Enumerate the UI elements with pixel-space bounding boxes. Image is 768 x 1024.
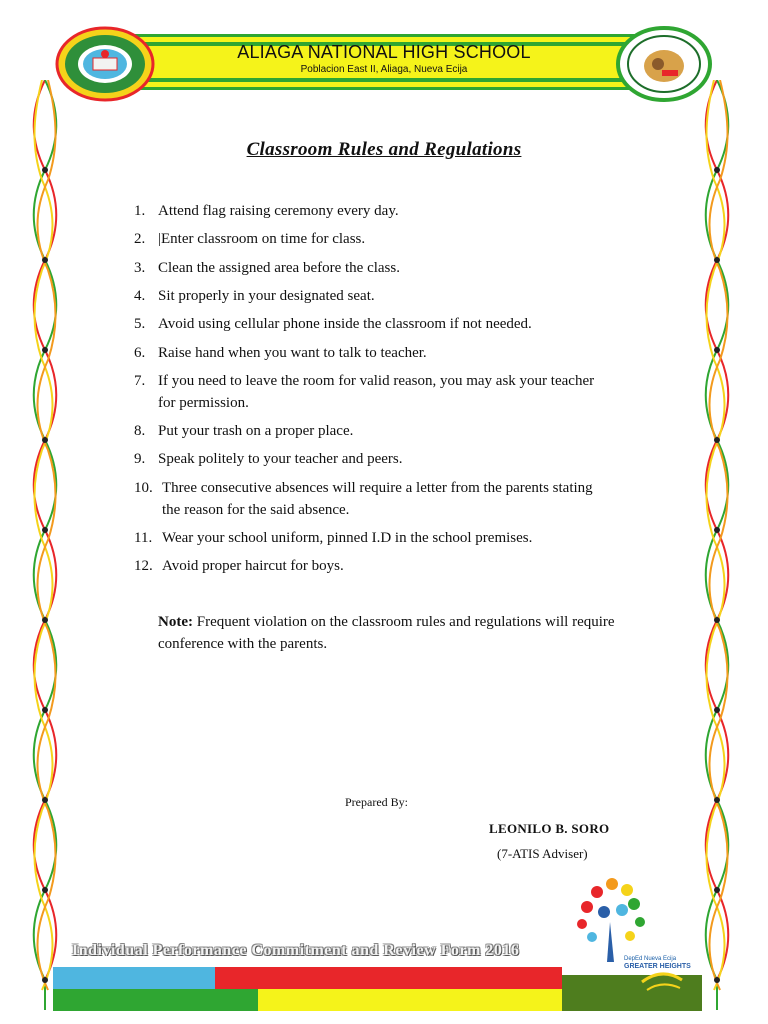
- signer-role: (7-ATIS Adviser): [497, 846, 588, 861]
- rule-text: Put your trash on a proper place.: [158, 423, 354, 439]
- note-text: Frequent violation on the classroom rules and regulations will require conference with the parents.: [158, 614, 615, 652]
- school-address: Poblacion East II, Aliaga, Nueva Ecija: [300, 64, 468, 75]
- footer-stripe-cyan: [53, 967, 215, 989]
- left-decorative-border: [30, 80, 60, 1010]
- rule-text-continued: the reason for the said absence.: [162, 502, 350, 518]
- rule-number: 1.: [134, 203, 146, 219]
- note: [158, 611, 658, 655]
- deped-tagline: [624, 956, 691, 971]
- rule-text: Wear your school uniform, pinned I.D in the school premises.: [162, 530, 533, 546]
- rule-text: Speak politely to your teacher and peers.: [158, 451, 403, 467]
- deped-tagline-line1: DepEd Nueva Ecija: [624, 956, 677, 962]
- rule-text-wrap: [162, 477, 678, 521]
- footer-stripe-green: [53, 989, 258, 1011]
- deped-tree-logo-icon: [562, 862, 712, 1012]
- rule-number: 5.: [134, 316, 146, 332]
- rule-text: Avoid proper haircut for boys.: [162, 558, 344, 574]
- rule-number: 2.: [134, 231, 146, 247]
- footer-form-title: Individual Performance Commitment and Review Form 2016: [72, 942, 520, 959]
- rule-number: 3.: [134, 260, 146, 276]
- note-label: Note:: [158, 614, 193, 630]
- signer-name: LEONILO B. SORO: [489, 821, 610, 836]
- rule-text: Sit properly in your designated seat.: [158, 288, 375, 304]
- school-name: ALIAGA NATIONAL HIGH SCHOOL: [237, 42, 531, 62]
- rule-text: Three consecutive absences will require a letter from the parents stating: [162, 480, 593, 496]
- rule-text: If you need to leave the room for valid reason, you may ask your teacher: [158, 373, 595, 389]
- rule-number: 8.: [134, 423, 146, 439]
- footer-stripe-yellow: [258, 989, 562, 1011]
- rule-number: 11.: [134, 530, 153, 546]
- rule-text: Clean the assigned area before the class.: [158, 260, 400, 276]
- rule-number: 10.: [134, 480, 153, 496]
- rule-number: 9.: [134, 451, 146, 467]
- prepared-by-label: Prepared By:: [345, 795, 408, 809]
- rule-number: 7.: [134, 373, 146, 389]
- rule-text: Raise hand when you want to talk to teacher.: [158, 345, 427, 361]
- rule-number: 6.: [134, 345, 146, 361]
- rule-text-wrap: [158, 370, 674, 414]
- rule-text: Attend flag raising ceremony every day.: [158, 203, 399, 219]
- rule-number: 12.: [134, 558, 153, 574]
- rule-number: 4.: [134, 288, 146, 304]
- rule-text: Avoid using cellular phone inside the classroom if not needed.: [158, 316, 532, 332]
- deped-tagline-line2: GREATER HEIGHTS: [624, 963, 691, 970]
- page-title: Classroom Rules and Regulations: [246, 139, 522, 160]
- rule-text-continued: for permission.: [158, 395, 249, 411]
- footer-stripe-red: [215, 967, 562, 989]
- header-accent-bottom: [145, 78, 627, 82]
- rule-text: |Enter classroom on time for class.: [158, 231, 366, 247]
